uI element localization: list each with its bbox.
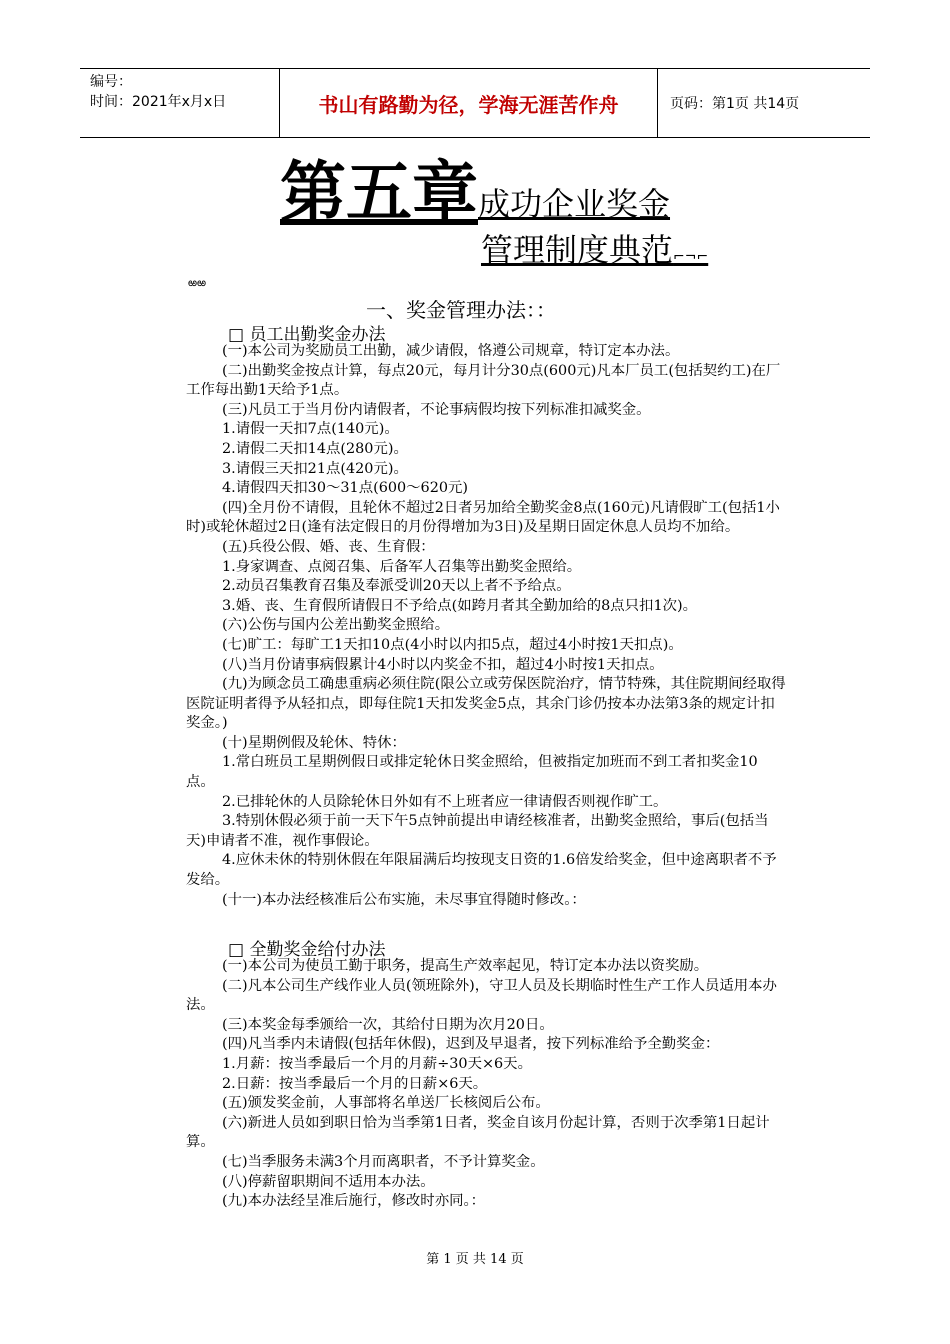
paragraph: (十一)本办法经核准后公布实施，未尽事宜得随时修改。： (222, 891, 586, 908)
paragraph: (五)颁发奖金前，人事部将名单送厂长核阅后公布。 (222, 1095, 550, 1112)
paragraph: (一)本公司为使员工勤于职务，提高生产效率起见，特订定本办法以资奖励。 (222, 958, 709, 974)
paragraph: (九)为顾念员工确患重病必须住院(限公立或劳保医院治疗，情节特殊，其住院期间经取得医院证明者得予从轻扣点，即每住院1天扣发奖金5点，其余门诊仍按本办法第3条的规定计扣奖金。) (186, 676, 786, 732)
paragraph: (四)凡当季内未请假(包括年休假)，迟到及早退者，按下列标准给予全勤奖金： (222, 1036, 720, 1053)
paragraph: (九)本办法经呈准后施行，修改时亦同。： (222, 1193, 486, 1210)
paragraph: 2.请假二天扣14点(280元)。 (222, 440, 408, 457)
paragraph: 1.请假一天扣7点(140元)。 (222, 421, 399, 438)
paragraph: (八)当月份请事病假累计4小时以内奖金不扣，超过4小时按1天扣点。 (222, 656, 664, 673)
paragraph: 4.应休未休的特别休假在年限届满后均按现支日资的1.6倍发给奖金，但中途离职者不予发给。 (186, 852, 777, 889)
paragraph: 2.动员召集教育召集及奉派受训20天以上者不予给点。 (222, 578, 571, 595)
paragraph: (二)凡本公司生产线作业人员(领班除外)，守卫人员及长期临时性生产工作人员适用本办法。 (186, 977, 777, 1014)
paragraph: (七)当季服务未满3个月而离职者，不予计算奖金。 (222, 1153, 545, 1170)
paragraph: (十)星期例假及轮休、特休： (222, 734, 406, 751)
paragraph: (二)出勤奖金按点计算，每点20元，每月计分30点(600元)凡本厂员工(包括契约工)在厂工作每出勤1天给予1点。 (186, 362, 781, 399)
paragraph: (三)本奖金每季颁给一次，其给付日期为次月20日。 (222, 1016, 554, 1033)
attendance-body (186, 342, 786, 910)
paragraph: 2.已排轮休的人员除轮休日外如有不上班者应一律请假否则视作旷工。 (222, 793, 668, 810)
chapter-title-line2-text: 管理制度典范 (481, 231, 674, 269)
chapter-number: 第五章 (280, 154, 478, 231)
paragraph: (五)兵役公假、婚、丧、生育假： (222, 538, 435, 555)
paragraph: (七)旷工：每旷工1天扣10点(4小时以内扣5点，超过4小时按1天扣点)。 (222, 636, 683, 653)
page-footer: 第 1 页 共 14 页 (426, 1252, 524, 1267)
paragraph: 2.日薪：按当季最后一个月的日薪×6天。 (222, 1075, 488, 1092)
paragraph: 1.常白班员工星期例假日或排定轮休日奖金照给，但被指定加班而不到工者扣奖金10点。 (186, 754, 758, 791)
chapter-title-line1: 成功企业奖金 (478, 185, 671, 223)
fullattendance-heading: □ 全勤奖金给付办法 (228, 940, 386, 960)
doc-date-label: 时间：2021年x月x日 (90, 94, 227, 110)
paragraph: (八)停薪留职期间不适用本办法。 (222, 1173, 435, 1190)
paragraph: 1.身家调查、点阅召集、后备军人召集等出勤奖金照给。 (222, 558, 582, 575)
paragraph: 1.月薪：按当季最后一个月的月薪÷30天×6天。 (222, 1055, 532, 1072)
chapter-title-line2: 管理制度典范⌐¬⌐ (481, 231, 709, 269)
header-meta (80, 69, 280, 137)
page-header (80, 68, 870, 138)
fullattendance-body (186, 957, 786, 1212)
decorative-mark-icon: ఱఱ (188, 276, 207, 289)
header-page-label: 页码：第1页 共14页 (670, 96, 800, 112)
header-motto: 书山有路勤为径，学海无涯苦作舟 (280, 69, 658, 137)
doc-number-label: 编号： (90, 74, 132, 90)
paragraph: (六)新进人员如到职日恰为当季第1日者，奖金自该月份起计算，否则于次季第1日起计算。 (186, 1114, 770, 1151)
paragraph: (一)本公司为奖励员工出勤，减少请假，恪遵公司规章，特订定本办法。 (222, 343, 680, 359)
chapter-title (280, 154, 671, 231)
paragraph: (三)凡员工于当月份内请假者，不论事病假均按下列标准扣减奖金。 (222, 401, 651, 418)
paragraph: 3.请假三天扣21点(420元)。 (222, 460, 408, 477)
section-heading: 一、奖金管理办法：： (366, 298, 556, 322)
paragraph: 3.婚、丧、生育假所请假日不予给点(如跨月者其全勤加给的8点只扣1次)。 (222, 597, 697, 614)
paragraph: (四)全月份不请假，且轮休不超过2日者另加给全勤奖金8点(160元)凡请假旷工(包括1小时)或轮休超过2日(逢有法定假日的月份得增加为3日)及星期日固定休息人员均不加给。 (186, 499, 780, 536)
paragraph: 3.特别休假必须于前一天下午5点钟前提出申请经核准者，出勤奖金照给，事后(包括当天)申请者不准，视作事假论。 (186, 813, 769, 849)
paragraph: 4.请假四天扣30～31点(600～620元) (222, 480, 469, 497)
attendance-heading: □ 员工出勤奖金办法 (228, 325, 386, 345)
paragraph: (六)公伤与国内公差出勤奖金照给。 (222, 617, 450, 634)
